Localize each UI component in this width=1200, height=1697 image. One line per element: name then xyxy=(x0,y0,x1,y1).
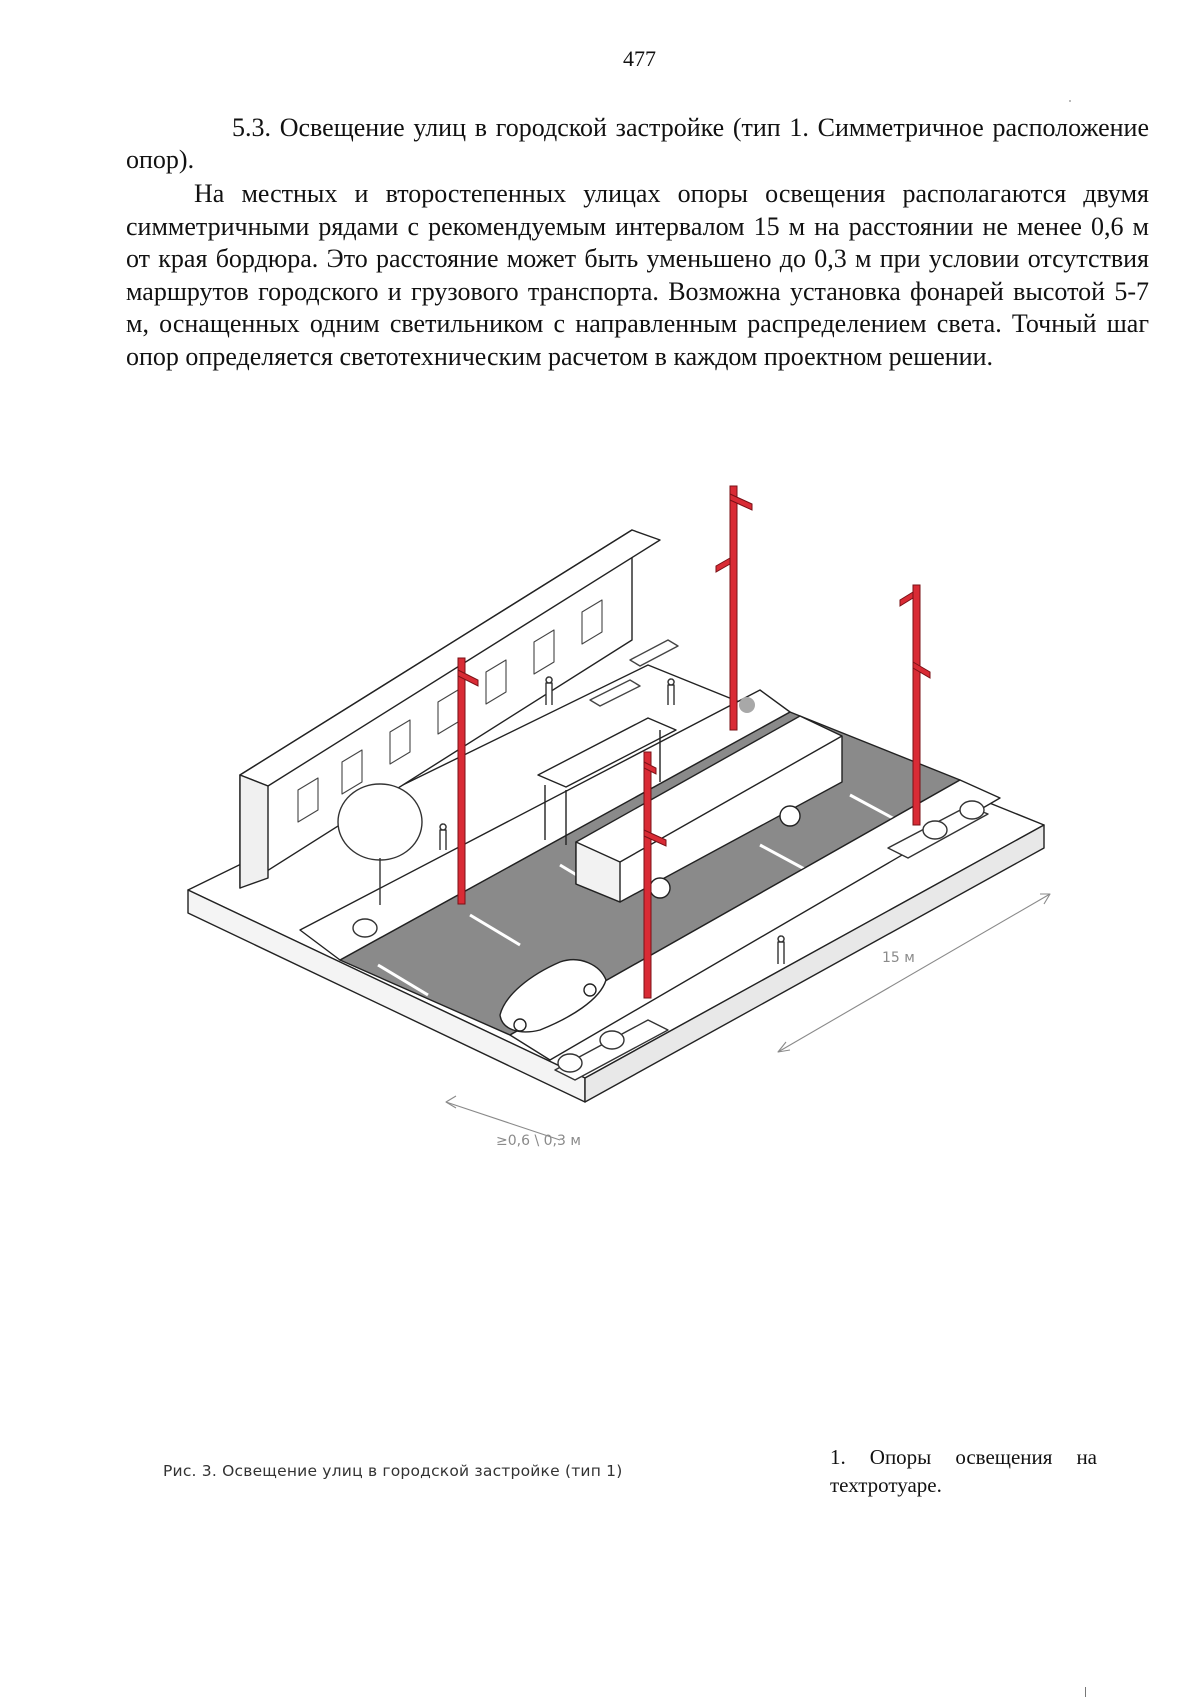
page-number: 477 xyxy=(623,46,656,71)
light-pole-2 xyxy=(716,486,752,730)
building-side xyxy=(240,775,268,888)
scan-dot xyxy=(1069,100,1071,102)
body-paragraph: На местных и второстепенных улицах опоры освещения располагаются двумя симметричными рядами с рекомендуемым интервалом 15 м на расстоянии не менее 0,6 м от края бордюра. Это расстояние может быть уменьшено до 0,3 м при условии отсутствия маршрутов городского и грузового транспорта. Возможна установка фонарей высотой 5-7 м, оснащенных одним светильником с направленным распределением света. Точный шаг опор определяется светотехническим расчетом в каждом проектном решении. xyxy=(126,179,1149,371)
section-title: 5.3. Освещение улиц в городской застройке (тип 1. Симметричное расположение опор). xyxy=(126,113,1149,174)
pole-base-marker xyxy=(739,697,755,713)
illustration-svg xyxy=(180,470,1060,1170)
offset-dimension-label: ≥0,6 \ 0,3 м xyxy=(496,1133,581,1149)
figure-caption: Рис. 3. Освещение улиц в городской застройке (тип 1) xyxy=(163,1462,623,1480)
spacing-dimension-label: 15 м xyxy=(882,950,915,966)
scan-edge-mark xyxy=(1085,1687,1086,1697)
figure-legend: 1. Опоры освещения на техтротуаре. xyxy=(830,1445,1097,1497)
street-lighting-illustration xyxy=(180,470,1060,1170)
